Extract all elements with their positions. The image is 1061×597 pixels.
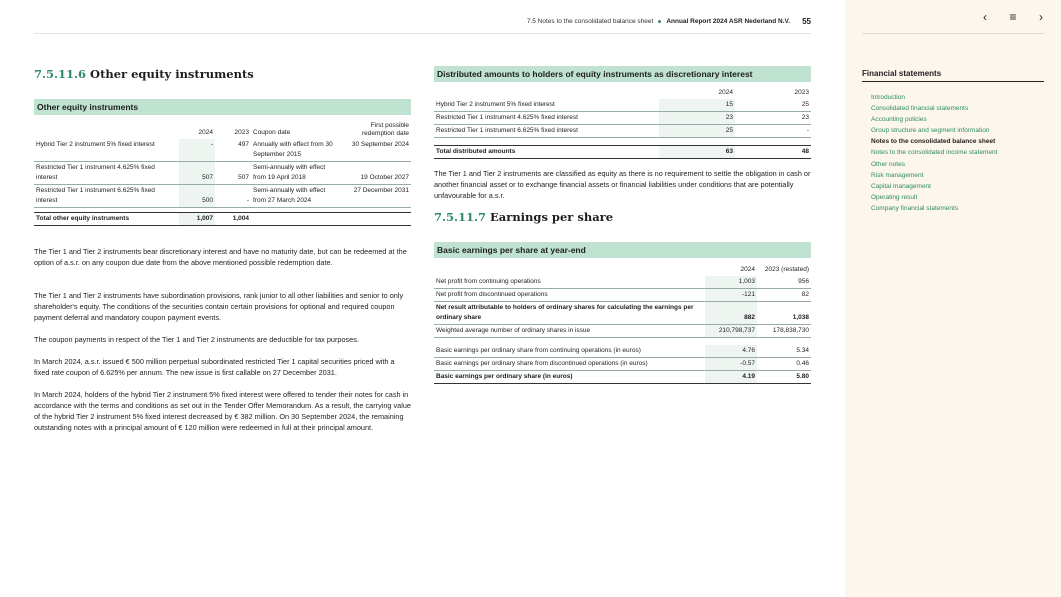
sidebar-item-group-structure[interactable]: Group structure and segment information xyxy=(871,127,990,135)
table-row: Basic earnings per ordinary share from discontinued operations (in euros) -0.57 0.46 xyxy=(434,358,811,371)
header-divider xyxy=(34,33,811,34)
separator-dot xyxy=(658,20,661,23)
table-title-other-equity: Other equity instruments xyxy=(34,99,411,115)
table-row: Basic earnings per ordinary share from continuing operations (in euros) 4.76 5.34 xyxy=(434,345,811,358)
table-row: Hybrid Tier 2 instrument 5% fixed interest - 497 Annually with effect from 30 September 2015 30 September 2024 xyxy=(34,139,411,162)
col-2023-restated: 2023 (restated) xyxy=(764,266,809,273)
breadcrumb[interactable]: 7.5 Notes to the consolidated balance sheet xyxy=(526,17,654,25)
table-title-eps: Basic earnings per share at year-end xyxy=(434,242,811,258)
sidebar-item-accounting-policies[interactable]: Accounting policies xyxy=(871,116,927,124)
sidebar-title: Financial statements xyxy=(862,69,1044,82)
sidebar-panel xyxy=(845,0,1061,597)
paragraph: The Tier 1 and Tier 2 instruments are classified as equity as there is no requirement to settle the obligation in cash or another financial asset or to exchange financial assets or financial liabilities under conditions that are potentially unfavourable for a.s.r. xyxy=(434,169,811,200)
table-row: Net profit from discontinued operations -121 82 xyxy=(434,289,811,302)
sidebar-item-income-statement-notes[interactable]: Notes to the consolidated income statement xyxy=(871,149,998,157)
page-header xyxy=(430,15,811,27)
table-row: Restricted Tier 1 instrument 6.625% fixed interest 500 - Semi-annually with effect from 27 March 2024 27 December 2031 xyxy=(34,185,411,208)
table-row: Net result attributable to holders of ordinary shares for calculating the earnings per ordinary share 882 1,038 xyxy=(434,302,811,325)
sidebar-item-consolidated-financial-statements[interactable]: Consolidated financial statements xyxy=(871,105,969,113)
col-2024: 2024 xyxy=(718,89,733,96)
total-row: Total other equity instruments 1,007 1,004 xyxy=(34,213,411,226)
sidebar-toc xyxy=(871,92,997,214)
col-2024: 2024 xyxy=(740,266,755,273)
chevron-left-icon[interactable]: ‹ xyxy=(983,10,987,24)
paragraph: In March 2024, holders of the hybrid Tier 2 instrument 5% fixed interest were offered to tender their notes for cash in accordance with the terms and conditions as set out in the Tender Offer Memorandum. As a result, the carrying value of the hybrid Tier 2 instrument 5% fixed interest decreased by € 382 million. On 30 September 2024, the remaining outstanding notes with a principal amount of € 120 million were redeemed in full at their principal amount. xyxy=(34,390,411,432)
table-row: Hybrid Tier 2 instrument 5% fixed interest 15 25 xyxy=(434,99,811,112)
menu-icon[interactable]: ≡ xyxy=(1009,10,1017,24)
table-row: Restricted Tier 1 instrument 4.625% fixed interest 507 507 Semi-annually with effect from 19 April 2018 19 October 2027 xyxy=(34,162,411,185)
table-row: Restricted Tier 1 instrument 4.625% fixed interest 23 23 xyxy=(434,112,811,125)
table-row: Weighted average number of ordinary shares in issue 210,798,737 178,838,730 xyxy=(434,325,811,338)
col-2023: 2023 xyxy=(794,89,809,96)
section-heading-earnings: 7.5.11.7 Earnings per share xyxy=(434,210,614,224)
sidebar-item-operating-result[interactable]: Operating result xyxy=(871,193,918,201)
paragraph: The coupon payments in respect of the Tier 1 and Tier 2 instruments are deductible for tax purposes. xyxy=(34,335,359,344)
distributed-table xyxy=(434,87,811,159)
table-row: Net profit from continuing operations 1,003 956 xyxy=(434,276,811,289)
eps-table xyxy=(434,264,811,384)
sidebar-divider xyxy=(862,33,1044,34)
col-2023: 2023 xyxy=(234,129,249,136)
nav-controls xyxy=(983,10,1043,24)
sidebar-item-company-financial-statements[interactable]: Company financial statements xyxy=(871,204,959,212)
other-equity-table xyxy=(34,121,411,226)
col-redemption-date: First possible redemption date xyxy=(362,122,409,137)
paragraph: The Tier 1 and Tier 2 instruments have subordination provisions, rank junior to all other liabilities and senior to only shareholder's equity. The conditions of the securities contain certain provisions for optional and required coupon payment deferral and mandatory coupon payment events. xyxy=(34,291,404,322)
sidebar-item-introduction[interactable]: Introduction xyxy=(871,94,905,101)
report-title: Annual Report 2024 ASR Nederland N.V. xyxy=(666,17,791,25)
sidebar-item-risk-management[interactable]: Risk management xyxy=(871,171,924,179)
total-row: Total distributed amounts 63 48 xyxy=(434,146,811,159)
chevron-right-icon[interactable]: › xyxy=(1038,10,1043,24)
table-title-distributed: Distributed amounts to holders of equity instruments as discretionary interest xyxy=(434,66,811,82)
paragraph: In March 2024, a.s.r. issued € 500 million perpetual subordinated restricted Tier 1 capital securities priced with a fixed rate coupon of 6.625% per annum. The new issue is first callable on 27 December 2031. xyxy=(34,357,395,377)
sidebar-item-other-notes[interactable]: Other notes xyxy=(871,160,905,168)
col-2024: 2024 xyxy=(198,129,213,136)
sidebar-item-capital-management[interactable]: Capital management xyxy=(871,182,931,190)
paragraph: The Tier 1 and Tier 2 instruments bear discretionary interest and have no maturity date, but can be redeemed at the option of a.s.r. on any coupon due date from the above mentioned possible redemption date. xyxy=(34,247,407,267)
section-heading-other-equity: 7.5.11.6 Other equity instruments xyxy=(34,67,254,81)
col-coupon-date: Coupon date xyxy=(253,129,291,136)
page-number: 55 xyxy=(802,16,811,26)
table-row: Restricted Tier 1 instrument 6.625% fixed interest 25 - xyxy=(434,125,811,138)
total-row: Basic earnings per ordinary share (in euros) 4.19 5.80 xyxy=(434,371,811,384)
sidebar-item-balance-sheet-notes[interactable]: Notes to the consolidated balance sheet xyxy=(871,138,996,146)
